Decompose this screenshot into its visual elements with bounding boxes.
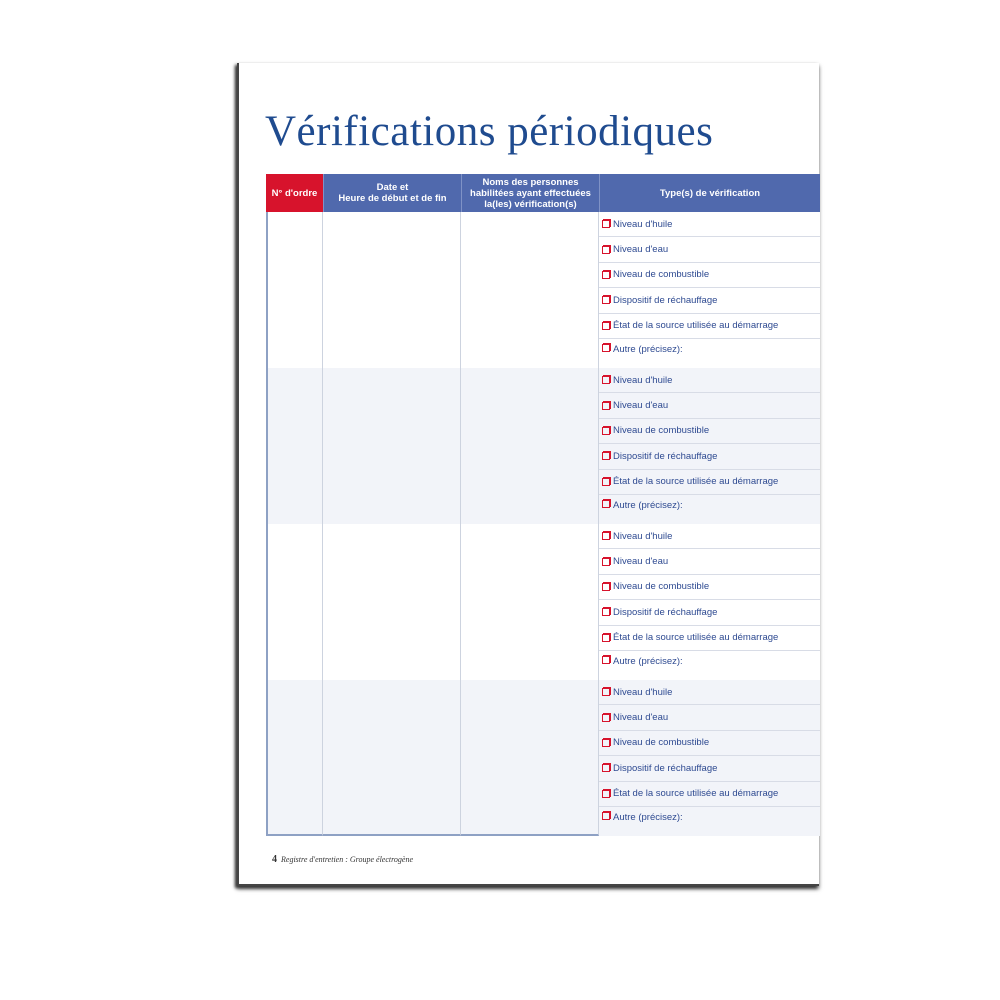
checklist-item[interactable]	[599, 680, 820, 705]
checklist-item[interactable]	[599, 288, 820, 313]
order-number-cell[interactable]	[266, 524, 323, 680]
checkbox-icon[interactable]	[602, 608, 610, 616]
date-time-cell[interactable]	[323, 680, 461, 836]
checklist-item-label: Niveau de combustible	[613, 269, 710, 281]
checklist-item[interactable]	[599, 705, 820, 730]
checklist-item-label: Niveau d'huile	[613, 218, 673, 230]
checklist-item[interactable]	[599, 782, 820, 807]
checkbox-icon[interactable]	[602, 271, 610, 279]
checklist-item-label: Dispositif de réchauffage	[613, 762, 718, 774]
checklist-item[interactable]	[599, 549, 820, 574]
verification-table	[266, 174, 820, 836]
checklist-item-label: Niveau d'eau	[613, 400, 669, 412]
checklist-item[interactable]	[599, 756, 820, 781]
checklist-item[interactable]	[599, 444, 820, 469]
checklist-item[interactable]	[599, 495, 820, 524]
checklist-item[interactable]	[599, 368, 820, 393]
checklist-item-label: Autre (précisez):	[613, 499, 683, 511]
checklist-item-label: Niveau de combustible	[613, 425, 710, 437]
table-header	[266, 174, 820, 212]
names-cell[interactable]	[461, 368, 599, 524]
checklist-item[interactable]	[599, 237, 820, 262]
checklist-item-label: État de la source utilisée au démarrage	[613, 632, 779, 644]
date-time-cell[interactable]	[323, 524, 461, 680]
checklist-item-label: Niveau d'eau	[613, 244, 669, 256]
header-date-time-label: Date et Heure de début et de fin	[338, 182, 447, 204]
verification-type-cell	[599, 212, 820, 368]
page-footer	[272, 854, 413, 865]
date-time-cell[interactable]	[323, 212, 461, 368]
checkbox-icon[interactable]	[602, 558, 610, 566]
checklist-item-label: Niveau de combustible	[613, 581, 710, 593]
header-names: Noms des personnes habilitées ayant effectuées la(les) vérification(s)	[461, 174, 599, 212]
checkbox-icon[interactable]	[602, 656, 610, 664]
checkbox-icon[interactable]	[602, 344, 610, 352]
checkbox-icon[interactable]	[602, 500, 610, 508]
checklist-item-label: Autre (précisez):	[613, 655, 683, 667]
checkbox-icon[interactable]	[602, 246, 610, 254]
header-date-time	[323, 174, 461, 212]
checklist-item[interactable]	[599, 212, 820, 237]
checklist-item[interactable]	[599, 807, 820, 836]
checklist-item-label: État de la source utilisée au démarrage	[613, 788, 779, 800]
names-cell[interactable]	[461, 680, 599, 836]
page-number: 4	[272, 854, 277, 865]
checkbox-icon[interactable]	[602, 790, 610, 798]
checklist-item-label: Dispositif de réchauffage	[613, 294, 718, 306]
order-number-cell[interactable]	[266, 212, 323, 368]
order-number-cell[interactable]	[266, 680, 323, 836]
checklist-item[interactable]	[599, 339, 820, 368]
header-order-number: N° d'ordre	[266, 174, 323, 212]
checklist-item-label: État de la source utilisée au démarrage	[613, 320, 779, 332]
table-row	[266, 212, 820, 368]
checklist-item-label: Autre (précisez):	[613, 343, 683, 355]
checklist-item[interactable]	[599, 731, 820, 756]
checklist-item[interactable]	[599, 470, 820, 495]
verification-type-cell	[599, 368, 820, 524]
checkbox-icon[interactable]	[602, 452, 610, 460]
checkbox-icon[interactable]	[602, 478, 610, 486]
checklist-item-label: Dispositif de réchauffage	[613, 606, 718, 618]
checklist-item-label: Autre (précisez):	[613, 811, 683, 823]
checkbox-icon[interactable]	[602, 220, 610, 228]
verification-type-cell	[599, 524, 820, 680]
names-cell[interactable]	[461, 524, 599, 680]
checklist-item[interactable]	[599, 626, 820, 651]
checkbox-icon[interactable]	[602, 427, 610, 435]
footer-text: Registre d'entretien : Groupe électrogène	[281, 855, 414, 864]
table-row	[266, 524, 820, 680]
checkbox-icon[interactable]	[602, 322, 610, 330]
checkbox-icon[interactable]	[602, 296, 610, 304]
checklist-item-label: Niveau d'eau	[613, 712, 669, 724]
checklist-item-label: Niveau d'huile	[613, 686, 673, 698]
checkbox-icon[interactable]	[602, 714, 610, 722]
checklist-item-label: État de la source utilisée au démarrage	[613, 476, 779, 488]
checkbox-icon[interactable]	[602, 812, 610, 820]
checkbox-icon[interactable]	[602, 376, 610, 384]
page-title: Vérifications périodiques	[265, 108, 714, 155]
checklist-item[interactable]	[599, 524, 820, 549]
checklist-item-label: Niveau d'huile	[613, 530, 673, 542]
verification-type-cell	[599, 680, 820, 836]
names-cell[interactable]	[461, 212, 599, 368]
table-row	[266, 368, 820, 524]
checklist-item[interactable]	[599, 263, 820, 288]
table-row	[266, 680, 820, 836]
checklist-item[interactable]	[599, 600, 820, 625]
order-number-cell[interactable]	[266, 368, 323, 524]
checklist-item[interactable]	[599, 393, 820, 418]
checklist-item[interactable]	[599, 314, 820, 339]
checkbox-icon[interactable]	[602, 402, 610, 410]
date-time-cell[interactable]	[323, 368, 461, 524]
checkbox-icon[interactable]	[602, 764, 610, 772]
checkbox-icon[interactable]	[602, 532, 610, 540]
checklist-item[interactable]	[599, 575, 820, 600]
checkbox-icon[interactable]	[602, 634, 610, 642]
checklist-item-label: Niveau d'eau	[613, 556, 669, 568]
checkbox-icon[interactable]	[602, 739, 610, 747]
checklist-item[interactable]	[599, 419, 820, 444]
checklist-item[interactable]	[599, 651, 820, 680]
checklist-item-label: Niveau d'huile	[613, 374, 673, 386]
checkbox-icon[interactable]	[602, 688, 610, 696]
header-verification-type: Type(s) de vérification	[599, 174, 820, 212]
checklist-item-label: Niveau de combustible	[613, 737, 710, 749]
checklist-item-label: Dispositif de réchauffage	[613, 450, 718, 462]
checkbox-icon[interactable]	[602, 583, 610, 591]
document-page	[237, 63, 819, 886]
